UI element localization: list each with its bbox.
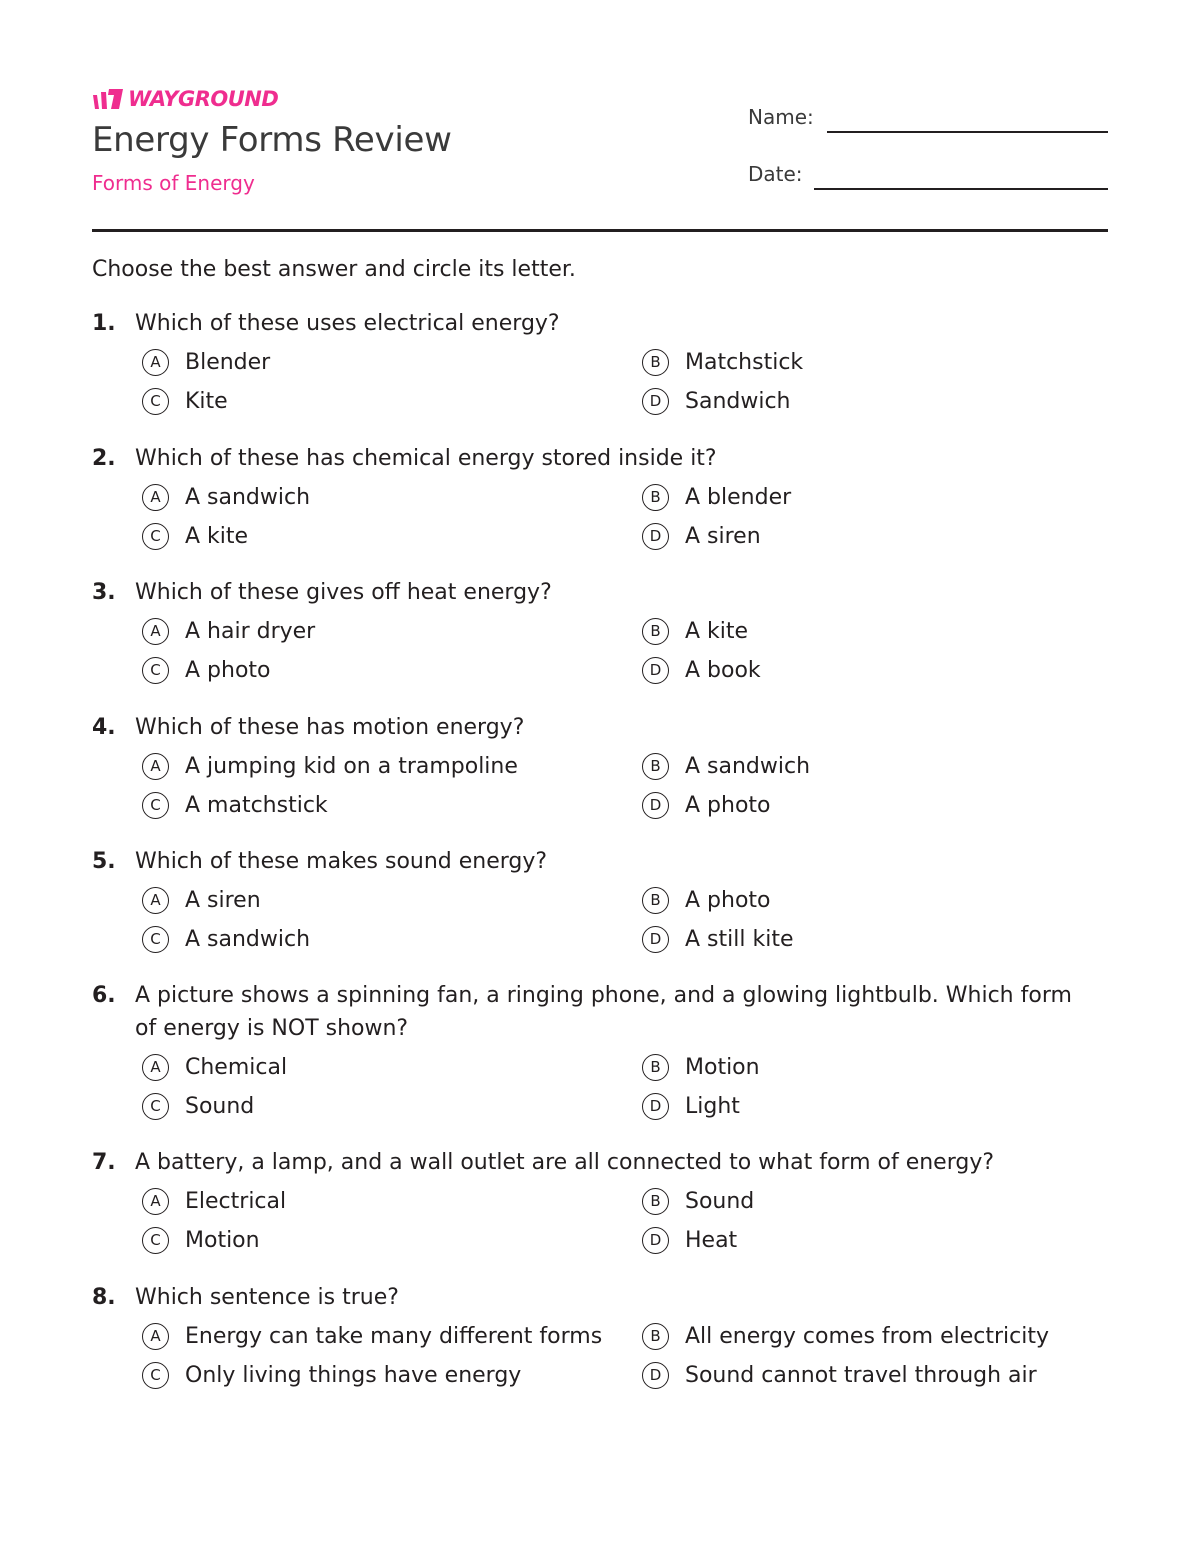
option-text: A sandwich (685, 753, 811, 779)
option-text: Sandwich (685, 388, 791, 414)
answer-option-c[interactable] (142, 923, 642, 956)
answer-option-b[interactable] (642, 884, 1142, 917)
option-letter-circle[interactable]: D (642, 1093, 669, 1120)
wayground-logo-icon (92, 87, 124, 111)
answer-option-b[interactable] (642, 346, 1142, 379)
question-header (92, 711, 1108, 744)
option-letter-circle[interactable]: A (142, 1188, 169, 1215)
answer-option-c[interactable] (142, 1090, 642, 1123)
question-text: Which of these makes sound energy? (135, 849, 548, 874)
option-text: A photo (685, 792, 771, 818)
option-letter-circle[interactable]: C (142, 1227, 169, 1254)
option-letter-circle[interactable]: A (142, 618, 169, 645)
question-number: 3. (92, 580, 116, 605)
answer-option-b[interactable] (642, 1051, 1142, 1084)
option-text: Chemical (185, 1054, 288, 1080)
option-letter-circle[interactable]: C (142, 1362, 169, 1389)
answer-option-b[interactable] (642, 1185, 1142, 1218)
question-5 (92, 845, 1108, 956)
question-8 (92, 1281, 1108, 1392)
answer-option-a[interactable] (142, 346, 642, 379)
question-header (92, 1146, 1108, 1179)
option-text: Electrical (185, 1188, 287, 1214)
answer-option-d[interactable] (642, 1090, 1142, 1123)
question-text: Which sentence is true? (135, 1285, 399, 1310)
question-number: 2. (92, 446, 116, 471)
answer-options (142, 1320, 1108, 1392)
answer-option-d[interactable] (642, 923, 1142, 956)
question-header (92, 845, 1108, 878)
option-text: A hair dryer (185, 618, 316, 644)
answer-option-c[interactable] (142, 520, 642, 553)
answer-option-d[interactable] (642, 1359, 1142, 1392)
question-header (92, 979, 1108, 1045)
question-number: 6. (92, 983, 116, 1008)
option-letter-circle[interactable]: C (142, 523, 169, 550)
answer-options (142, 1051, 1108, 1123)
question-text: A picture shows a spinning fan, a ringing phone, and a glowing lightbulb. Which form of energy is NOT shown? (135, 983, 1072, 1041)
question-header (92, 1281, 1108, 1314)
answer-option-d[interactable] (642, 1224, 1142, 1257)
answer-option-d[interactable] (642, 654, 1142, 687)
option-text: A siren (685, 523, 761, 549)
option-letter-circle[interactable]: A (142, 887, 169, 914)
option-text: All energy comes from electricity (685, 1323, 1049, 1349)
answer-option-c[interactable] (142, 385, 642, 418)
question-text: Which of these uses electrical energy? (135, 311, 560, 336)
question-text: Which of these has chemical energy stored inside it? (135, 446, 717, 471)
option-text: A photo (685, 887, 771, 913)
question-header (92, 307, 1108, 340)
brand-name: WAYGROUND (128, 87, 279, 111)
option-letter-circle[interactable]: B (642, 618, 669, 645)
option-letter-circle[interactable]: A (142, 349, 169, 376)
worksheet-title: Energy Forms Review (92, 120, 452, 160)
question-header (92, 576, 1108, 609)
option-text: A photo (185, 657, 271, 683)
answer-options (142, 884, 1108, 956)
option-letter-circle[interactable]: D (642, 792, 669, 819)
option-letter-circle[interactable]: D (642, 926, 669, 953)
option-text: Motion (685, 1054, 760, 1080)
option-letter-circle[interactable]: B (642, 1188, 669, 1215)
question-2 (92, 442, 1108, 553)
option-text: Motion (185, 1227, 260, 1253)
option-text: A kite (685, 618, 749, 644)
option-text: A blender (685, 484, 792, 510)
option-text: A book (685, 657, 761, 683)
question-6 (92, 979, 1108, 1123)
option-letter-circle[interactable]: C (142, 792, 169, 819)
option-letter-circle[interactable]: C (142, 388, 169, 415)
option-text: A sandwich (185, 484, 311, 510)
answer-option-b[interactable] (642, 1320, 1142, 1353)
option-letter-circle[interactable]: B (642, 484, 669, 511)
option-letter-circle[interactable]: B (642, 1054, 669, 1081)
answer-option-d[interactable] (642, 789, 1142, 822)
option-text: Matchstick (685, 349, 804, 375)
option-text: Light (685, 1093, 740, 1119)
option-letter-circle[interactable]: A (142, 1054, 169, 1081)
answer-option-c[interactable] (142, 1224, 642, 1257)
answer-options (142, 481, 1108, 553)
name-label: Name: (748, 105, 814, 129)
option-text: Kite (185, 388, 228, 414)
brand-logo (92, 86, 278, 112)
option-letter-circle[interactable]: B (642, 349, 669, 376)
name-field[interactable] (827, 131, 1108, 133)
answer-option-c[interactable] (142, 654, 642, 687)
answer-options (142, 346, 1108, 418)
option-text: A siren (185, 887, 261, 913)
option-letter-circle[interactable]: D (642, 1227, 669, 1254)
option-letter-circle[interactable]: D (642, 388, 669, 415)
answer-option-d[interactable] (642, 520, 1142, 553)
option-text: A sandwich (185, 926, 311, 952)
question-1 (92, 307, 1108, 418)
answer-options (142, 750, 1108, 822)
option-letter-circle[interactable]: A (142, 484, 169, 511)
question-number: 8. (92, 1285, 116, 1310)
option-text: A matchstick (185, 792, 328, 818)
date-field[interactable] (814, 188, 1108, 190)
option-letter-circle[interactable]: C (142, 926, 169, 953)
option-letter-circle[interactable]: A (142, 753, 169, 780)
answer-option-c[interactable] (142, 1359, 642, 1392)
option-letter-circle[interactable]: D (642, 523, 669, 550)
question-number: 1. (92, 311, 116, 336)
answer-option-a[interactable] (142, 1051, 642, 1084)
option-text: Sound (685, 1188, 755, 1214)
answer-option-b[interactable] (642, 750, 1142, 783)
option-text: Sound cannot travel through air (685, 1362, 1037, 1388)
option-letter-circle[interactable]: B (642, 887, 669, 914)
instructions: Choose the best answer and circle its letter. (92, 257, 576, 282)
question-3 (92, 576, 1108, 687)
answer-option-a[interactable] (142, 615, 642, 648)
header-divider (92, 229, 1108, 232)
answer-option-d[interactable] (642, 385, 1142, 418)
question-text: Which of these has motion energy? (135, 715, 525, 740)
answer-option-a[interactable] (142, 1185, 642, 1218)
option-text: A still kite (685, 926, 794, 952)
option-letter-circle[interactable]: D (642, 1362, 669, 1389)
question-text: Which of these gives off heat energy? (135, 580, 552, 605)
answer-option-b[interactable] (642, 615, 1142, 648)
option-letter-circle[interactable]: D (642, 657, 669, 684)
question-header (92, 442, 1108, 475)
question-number: 5. (92, 849, 116, 874)
option-letter-circle[interactable]: C (142, 1093, 169, 1120)
answer-option-a[interactable] (142, 884, 642, 917)
worksheet-subtitle: Forms of Energy (92, 171, 255, 195)
answer-options (142, 615, 1108, 687)
question-number: 7. (92, 1150, 116, 1175)
option-text: Only living things have energy (185, 1362, 522, 1388)
answer-option-a[interactable] (142, 750, 642, 783)
answer-option-a[interactable] (142, 1320, 642, 1353)
answer-options (142, 1185, 1108, 1257)
answer-option-c[interactable] (142, 789, 642, 822)
option-letter-circle[interactable]: B (642, 1323, 669, 1350)
question-text: A battery, a lamp, and a wall outlet are all connected to what form of energy? (135, 1150, 995, 1175)
option-text: Sound (185, 1093, 255, 1119)
question-4 (92, 711, 1108, 822)
question-7 (92, 1146, 1108, 1257)
option-letter-circle[interactable]: C (142, 657, 169, 684)
option-text: A jumping kid on a trampoline (185, 753, 518, 779)
answer-option-a[interactable] (142, 481, 642, 514)
option-text: Energy can take many different forms (185, 1323, 603, 1349)
option-text: Heat (685, 1227, 738, 1253)
date-label: Date: (748, 162, 803, 186)
option-text: Blender (185, 349, 271, 375)
option-letter-circle[interactable]: B (642, 753, 669, 780)
option-text: A kite (185, 523, 249, 549)
answer-option-b[interactable] (642, 481, 1142, 514)
option-letter-circle[interactable]: A (142, 1323, 169, 1350)
question-number: 4. (92, 715, 116, 740)
